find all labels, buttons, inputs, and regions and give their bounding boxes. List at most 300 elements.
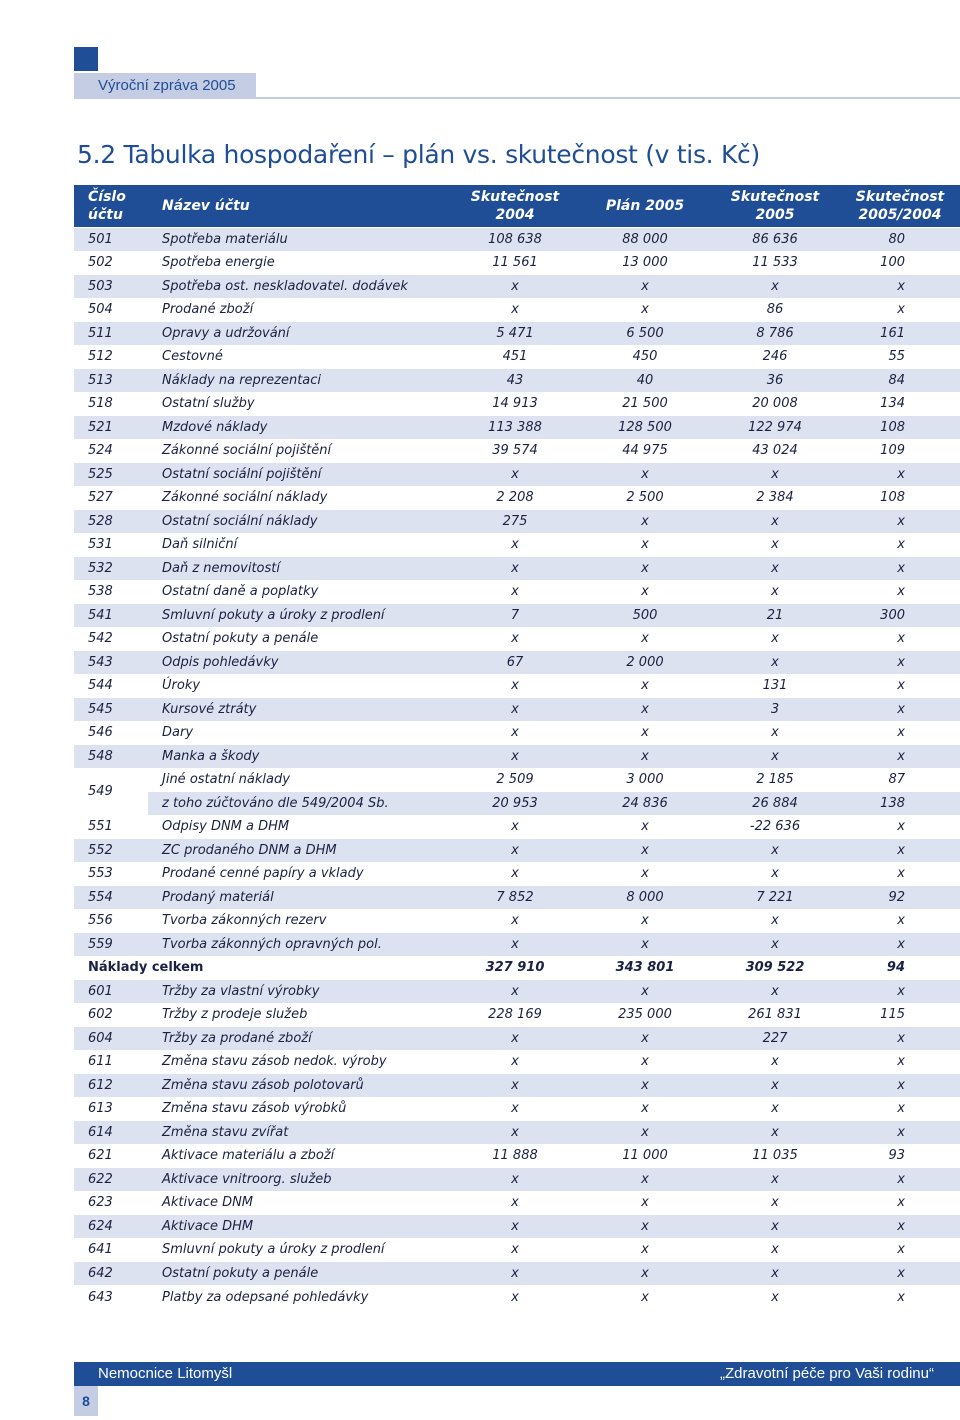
table-row [74,322,960,346]
value-ratio: x [840,1285,960,1309]
account-name: Ostatní daně a poplatky [148,580,450,604]
header-actual-2005-label: Skutečnost 2005 [730,189,820,223]
value-actual-2004: 5 471 [450,322,580,346]
table-row [74,463,960,487]
account-number: 544 [74,674,148,698]
value-plan-2005: 40 [580,369,710,393]
account-name: Prodané cenné papíry a vklady [148,862,450,886]
account-name: Zákonné sociální pojištění [148,439,450,463]
value-actual-2005: x [710,909,840,933]
value-actual-2005: -22 636 [710,815,840,839]
value-plan-2005: 3 000 [580,768,710,792]
value-ratio: x [840,1168,960,1192]
value-actual-2004: x [450,721,580,745]
value-actual-2005: 131 [710,674,840,698]
value-plan-2005: x [580,557,710,581]
value-ratio: x [840,933,960,957]
value-ratio: x [840,275,960,299]
value-actual-2005: 2 185 [710,768,840,792]
value-ratio: x [840,1074,960,1098]
value-actual-2005: 246 [710,345,840,369]
value-ratio: x [840,1215,960,1239]
value-actual-2004: 14 913 [450,392,580,416]
table-row [74,228,960,252]
value-actual-2005: x [710,839,840,863]
value-ratio: x [840,580,960,604]
value-actual-2004: x [450,745,580,769]
table-row [74,439,960,463]
account-name: Platby za odepsané pohledávky [148,1285,450,1309]
account-name: Odpisy DNM a DHM [148,815,450,839]
value-plan-2005: x [580,1238,710,1262]
table-row [74,862,960,886]
value-actual-2005: x [710,1191,840,1215]
value-actual-2004: x [450,1215,580,1239]
value-plan-2005: x [580,674,710,698]
account-name: Smluvní pokuty a úroky z prodlení [148,604,450,628]
value-ratio: 134 [840,392,960,416]
value-plan-2005: x [580,1285,710,1309]
value-ratio: x [840,1027,960,1051]
total-row [74,956,960,980]
account-number: 621 [74,1144,148,1168]
value-ratio: 108 [840,416,960,440]
value-plan-2005: 44 975 [580,439,710,463]
value-plan-2005: x [580,1121,710,1145]
account-name: Daň z nemovitostí [148,557,450,581]
account-name: Aktivace DNM [148,1191,450,1215]
account-name: Aktivace materiálu a zboží [148,1144,450,1168]
value-actual-2004: 2 509 [450,768,580,792]
value-actual-2004: 113 388 [450,416,580,440]
table-row [74,792,960,816]
value-plan-2005: x [580,933,710,957]
value-actual-2005: x [710,557,840,581]
value-actual-2005: x [710,627,840,651]
value-ratio: 55 [840,345,960,369]
report-title: Výroční zpráva 2005 [98,77,236,94]
account-number: 538 [74,580,148,604]
account-name: Opravy a udržování [148,322,450,346]
header-ratio-label: Skutečnost 2005/2004 [855,189,945,223]
account-name: Cestovné [148,345,450,369]
value-actual-2005: x [710,721,840,745]
value-plan-2005: x [580,627,710,651]
account-number: 554 [74,886,148,910]
table-header-row [74,185,960,228]
footer-slogan: „Zdravotní péče pro Vaši rodinu“ [720,1365,934,1382]
value-actual-2004: 7 [450,604,580,628]
value-plan-2005: x [580,1215,710,1239]
account-number: 548 [74,745,148,769]
value-actual-2005: x [710,1262,840,1286]
account-number: 531 [74,533,148,557]
value-ratio: 161 [840,322,960,346]
value-plan-2005: 2 000 [580,651,710,675]
value-ratio: x [840,745,960,769]
table-row [74,298,960,322]
account-name: Tvorba zákonných rezerv [148,909,450,933]
account-name: Ostatní pokuty a penále [148,1262,450,1286]
account-number: 601 [74,980,148,1004]
table-row [74,510,960,534]
value-actual-2005: 3 [710,698,840,722]
table-row [74,1121,960,1145]
account-number: 624 [74,1215,148,1239]
value-actual-2005: x [710,933,840,957]
value-actual-2004: x [450,674,580,698]
account-name: Manka a škody [148,745,450,769]
account-number: 549 [74,768,148,815]
account-name: Spotřeba ost. neskladovatel. dodávek [148,275,450,299]
account-name: Spotřeba energie [148,251,450,275]
value-actual-2004: x [450,463,580,487]
total-label: Náklady celkem [74,956,450,980]
value-plan-2005: 6 500 [580,322,710,346]
account-name: Tržby za prodané zboží [148,1027,450,1051]
value-actual-2005: 21 [710,604,840,628]
value-plan-2005: 8 000 [580,886,710,910]
value-actual-2004: x [450,815,580,839]
account-number: 614 [74,1121,148,1145]
value-plan-2005: x [580,1050,710,1074]
account-number: 546 [74,721,148,745]
value-plan-2005: x [580,745,710,769]
value-plan-2005: x [580,1262,710,1286]
account-name: Aktivace vnitroorg. služeb [148,1168,450,1192]
value-actual-2005: 2 384 [710,486,840,510]
account-name: Ostatní sociální pojištění [148,463,450,487]
value-ratio: x [840,1238,960,1262]
value-actual-2005: x [710,1050,840,1074]
table-row [74,651,960,675]
account-name: Prodaný materiál [148,886,450,910]
account-number: 551 [74,815,148,839]
value-actual-2004: x [450,1097,580,1121]
value-actual-2004: x [450,580,580,604]
account-number: 642 [74,1262,148,1286]
value-plan-2005: x [580,1191,710,1215]
account-name: Mzdové náklady [148,416,450,440]
value-actual-2004: x [450,1027,580,1051]
value-actual-2004: x [450,862,580,886]
account-name: Změna stavu zvířat [148,1121,450,1145]
value-ratio: x [840,815,960,839]
table-row [74,909,960,933]
account-name: Kursové ztráty [148,698,450,722]
account-number: 528 [74,510,148,534]
value-ratio: 93 [840,1144,960,1168]
account-number: 602 [74,1003,148,1027]
value-ratio: x [840,839,960,863]
table-row [74,1003,960,1027]
value-actual-2005: 36 [710,369,840,393]
value-actual-2004: 108 638 [450,228,580,252]
value-plan-2005: x [580,721,710,745]
account-number: 543 [74,651,148,675]
account-number: 511 [74,322,148,346]
account-name: Tržby z prodeje služeb [148,1003,450,1027]
value-ratio: 115 [840,1003,960,1027]
value-plan-2005: x [580,1074,710,1098]
value-actual-2005: x [710,1097,840,1121]
table-row [74,745,960,769]
table-row [74,533,960,557]
value-actual-2004: 7 852 [450,886,580,910]
value-actual-2004: x [450,1121,580,1145]
account-name: Ostatní sociální náklady [148,510,450,534]
value-actual-2005: x [710,745,840,769]
table-row [74,604,960,628]
account-name: Dary [148,721,450,745]
value-plan-2005: x [580,1097,710,1121]
value-actual-2005: x [710,580,840,604]
account-number: 513 [74,369,148,393]
value-ratio: x [840,1121,960,1145]
value-actual-2005: x [710,1285,840,1309]
account-number: 613 [74,1097,148,1121]
value-ratio: x [840,1050,960,1074]
value-plan-2005: 11 000 [580,1144,710,1168]
value-plan-2005: x [580,275,710,299]
table-row [74,768,960,792]
account-name: Tvorba zákonných opravných pol. [148,933,450,957]
account-number: 559 [74,933,148,957]
table-row [74,1050,960,1074]
value-ratio: x [840,1191,960,1215]
value-actual-2004: x [450,1262,580,1286]
value-actual-2004: x [450,839,580,863]
account-name: Smluvní pokuty a úroky z prodlení [148,1238,450,1262]
value-plan-2005: x [580,698,710,722]
table-row [74,886,960,910]
value-ratio: x [840,909,960,933]
account-name: Aktivace DHM [148,1215,450,1239]
value-ratio: 138 [840,792,960,816]
table-row [74,275,960,299]
table-row [74,674,960,698]
table-row [74,369,960,393]
table-row [74,557,960,581]
account-name: Spotřeba materiálu [148,228,450,252]
account-name: z toho zúčtováno dle 549/2004 Sb. [148,792,450,816]
account-name: Ostatní pokuty a penále [148,627,450,651]
value-plan-2005: x [580,909,710,933]
table-row [74,839,960,863]
account-number: 541 [74,604,148,628]
value-plan-2005: x [580,980,710,1004]
value-actual-2005: 26 884 [710,792,840,816]
header-account-name: Název účtu [148,185,450,228]
account-number: 623 [74,1191,148,1215]
account-name: Změna stavu zásob výrobků [148,1097,450,1121]
value-actual-2004: x [450,1050,580,1074]
account-number: 502 [74,251,148,275]
value-actual-2005: 11 533 [710,251,840,275]
value-actual-2005: x [710,275,840,299]
value-actual-2005: 227 [710,1027,840,1051]
account-number: 641 [74,1238,148,1262]
header-plan-2005: Plán 2005 [580,185,710,228]
table-row [74,1262,960,1286]
table-row [74,1238,960,1262]
value-plan-2005: 500 [580,604,710,628]
value-plan-2005: x [580,580,710,604]
value-ratio: x [840,674,960,698]
table-row [74,815,960,839]
account-number: 518 [74,392,148,416]
account-number: 512 [74,345,148,369]
account-number: 612 [74,1074,148,1098]
account-number: 501 [74,228,148,252]
account-number: 622 [74,1168,148,1192]
account-name: ZC prodaného DNM a DHM [148,839,450,863]
table-row [74,627,960,651]
table-row [74,1027,960,1051]
header-decor-square [74,47,98,71]
value-plan-2005: 2 500 [580,486,710,510]
value-actual-2005: x [710,1121,840,1145]
value-actual-2005: x [710,533,840,557]
value-actual-2004: x [450,909,580,933]
value-ratio: 84 [840,369,960,393]
value-ratio: x [840,1262,960,1286]
value-ratio: x [840,627,960,651]
account-number: 525 [74,463,148,487]
value-ratio: 87 [840,768,960,792]
account-number: 604 [74,1027,148,1051]
value-actual-2004: 2 208 [450,486,580,510]
account-name: Změna stavu zásob polotovarů [148,1074,450,1098]
value-plan-2005: x [580,463,710,487]
account-number: 503 [74,275,148,299]
table-row [74,345,960,369]
page-title: 5.2 Tabulka hospodaření – plán vs. skutečnost (v tis. Kč) [77,140,760,169]
value-plan-2005: 21 500 [580,392,710,416]
report-header [74,73,256,99]
value-ratio: x [840,980,960,1004]
account-number: 553 [74,862,148,886]
footer-bar [74,1362,960,1386]
table-row [74,1285,960,1309]
table-row [74,1191,960,1215]
account-name: Úroky [148,674,450,698]
value-actual-2004: 11 888 [450,1144,580,1168]
value-ratio: 92 [840,886,960,910]
table-row [74,1097,960,1121]
value-plan-2005: x [580,510,710,534]
value-ratio: x [840,463,960,487]
value-plan-2005: x [580,298,710,322]
value-actual-2004: 228 169 [450,1003,580,1027]
value-ratio: x [840,698,960,722]
value-actual-2005: 8 786 [710,322,840,346]
value-actual-2005: 122 974 [710,416,840,440]
value-actual-2004: x [450,933,580,957]
value-actual-2005: 86 636 [710,228,840,252]
value-ratio: x [840,721,960,745]
table-row [74,698,960,722]
account-name: Zákonné sociální náklady [148,486,450,510]
value-ratio: 108 [840,486,960,510]
value-actual-2004: x [450,298,580,322]
value-actual-2004: x [450,533,580,557]
value-plan-2005: 450 [580,345,710,369]
value-actual-2004: 275 [450,510,580,534]
account-number: 504 [74,298,148,322]
value-actual-2005: 43 024 [710,439,840,463]
table-row [74,486,960,510]
value-plan-2005: 88 000 [580,228,710,252]
account-number: 524 [74,439,148,463]
header-actual-2004-label: Skutečnost 2004 [470,189,560,223]
value-ratio: x [840,651,960,675]
account-name: Jiné ostatní náklady [148,768,450,792]
value-actual-2004: 451 [450,345,580,369]
total-ratio: 94 [840,956,960,980]
header-divider [256,97,960,99]
value-actual-2005: x [710,862,840,886]
table-row [74,1215,960,1239]
value-plan-2005: 13 000 [580,251,710,275]
value-actual-2005: x [710,1215,840,1239]
value-ratio: x [840,510,960,534]
table-row [74,392,960,416]
table-row [74,721,960,745]
value-actual-2004: 43 [450,369,580,393]
value-actual-2004: x [450,557,580,581]
header-actual-2004 [450,185,580,228]
value-plan-2005: x [580,1027,710,1051]
account-number: 532 [74,557,148,581]
account-number: 552 [74,839,148,863]
account-number: 545 [74,698,148,722]
value-actual-2004: 39 574 [450,439,580,463]
value-plan-2005: x [580,862,710,886]
value-actual-2004: x [450,698,580,722]
value-actual-2004: x [450,1168,580,1192]
value-actual-2004: 11 561 [450,251,580,275]
page-number: 8 [74,1386,98,1416]
table-row [74,580,960,604]
value-actual-2005: x [710,510,840,534]
value-actual-2005: x [710,1074,840,1098]
account-number: 643 [74,1285,148,1309]
value-actual-2005: x [710,1168,840,1192]
value-actual-2005: 261 831 [710,1003,840,1027]
header-account-no [74,185,148,228]
value-ratio: x [840,557,960,581]
value-actual-2004: x [450,1238,580,1262]
value-actual-2005: x [710,980,840,1004]
account-number: 556 [74,909,148,933]
value-actual-2004: x [450,980,580,1004]
table-row [74,933,960,957]
header-account-no-label: Číslo účtu [88,189,126,223]
value-actual-2004: x [450,1074,580,1098]
value-ratio: 80 [840,228,960,252]
footer-organization: Nemocnice Litomyšl [98,1365,233,1382]
value-ratio: x [840,298,960,322]
value-actual-2004: x [450,275,580,299]
header-actual-2005 [710,185,840,228]
account-name: Změna stavu zásob nedok. výroby [148,1050,450,1074]
value-plan-2005: x [580,839,710,863]
account-name: Daň silniční [148,533,450,557]
account-number: 521 [74,416,148,440]
table-row [74,251,960,275]
account-number: 542 [74,627,148,651]
